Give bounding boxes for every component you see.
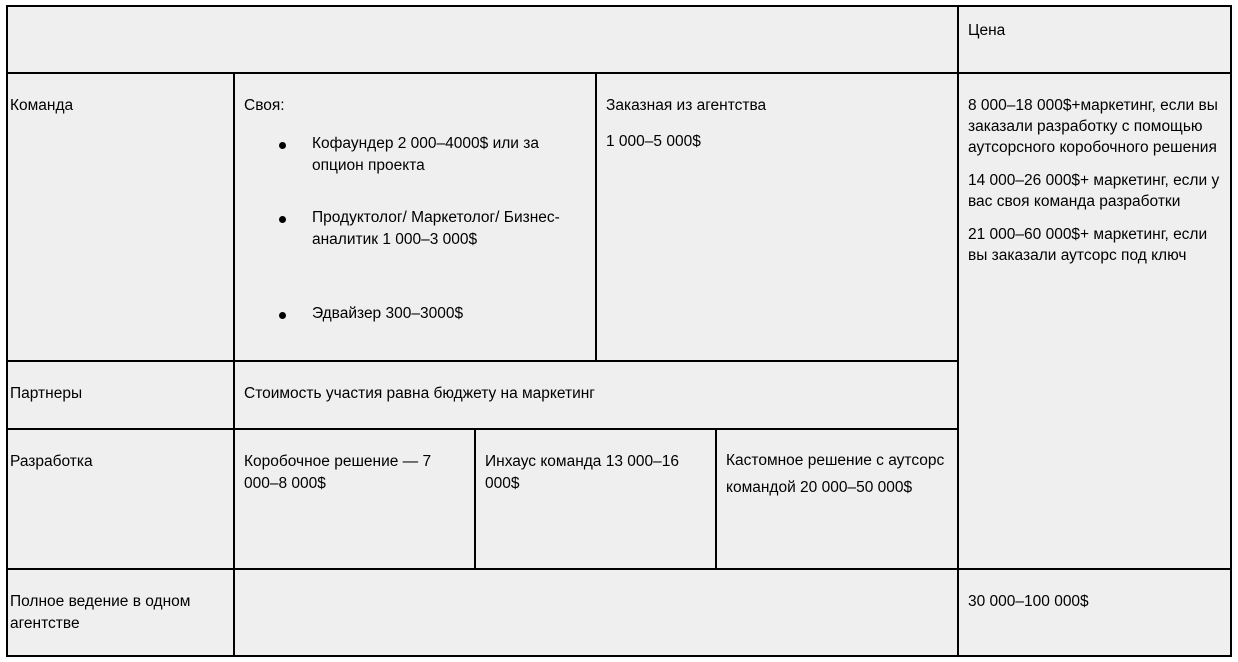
development-boxed: Коробочное решение — 7 000–8 000$ (244, 453, 432, 492)
team-agency-title: Заказная из агентства (606, 97, 767, 114)
row-divider-2 (6, 360, 958, 362)
col-divider-dev-2 (715, 429, 717, 569)
price-item-inhouse: 14 000–26 000$+ маркетинг, если у вас своя команда разработки (968, 172, 1220, 210)
list-item (312, 133, 572, 207)
development-boxed-cell (234, 429, 475, 569)
header-empty-cell (6, 5, 958, 73)
row-divider-1 (6, 72, 1232, 74)
row-divider-3 (6, 428, 958, 430)
development-inhouse: Инхаус команда 13 000–16 000$ (485, 453, 680, 492)
full-service-price-cell (958, 569, 1232, 657)
bullet-icon (279, 312, 286, 319)
team-agency-price: 1 000–5 000$ (606, 133, 701, 150)
own-item-cofounder: Кофаундер 2 000–4000$ или за опцион проекта (312, 135, 539, 174)
full-service-price: 30 000–100 000$ (968, 593, 1089, 610)
partners-label-cell (6, 361, 234, 429)
border-bottom (6, 655, 1232, 657)
development-custom-cell (716, 429, 958, 569)
own-item-product: Продуктолог/ Маркетолог/ Бизнес-аналитик 1 000–3 000$ (312, 209, 560, 248)
team-label: Команда (10, 97, 74, 114)
border-right (1230, 5, 1232, 657)
development-custom: Кастомное решение с аутсорс командой 20 000–50 000$ (726, 452, 945, 496)
partners-label: Партнеры (10, 385, 83, 402)
price-list (968, 95, 1226, 266)
border-top (6, 5, 1232, 7)
bullet-icon (279, 142, 286, 149)
own-item-advisor: Эдвайзер 300–3000$ (312, 305, 464, 322)
row-divider-4 (6, 568, 1232, 570)
pricing-table (6, 5, 1232, 657)
full-service-label: Полное ведение в одном агентстве (10, 593, 191, 632)
price-merged-cell (958, 73, 1232, 569)
partners-text-cell (234, 361, 958, 429)
border-left (6, 5, 8, 657)
col-divider-price (957, 5, 959, 657)
col-divider-dev-1 (474, 429, 476, 569)
header-price-cell (958, 5, 1232, 73)
team-own-title: Своя: (244, 97, 285, 114)
team-label-cell (6, 73, 234, 361)
list-item (312, 207, 572, 303)
bullet-icon (279, 216, 286, 223)
price-item-boxed: 8 000–18 000$+маркетинг, если вы заказали разработку с помощью аутсорсного коробочного решения (968, 97, 1218, 156)
price-column-header: Цена (968, 22, 1006, 39)
full-service-label-cell (6, 569, 234, 657)
development-inhouse-cell (475, 429, 716, 569)
col-divider-label (233, 73, 235, 657)
partners-text: Стоимость участия равна бюджету на маркетинг (244, 385, 595, 402)
development-label-cell (6, 429, 234, 569)
price-item-turnkey: 21 000–60 000$+ маркетинг, если вы заказали аутсорс под ключ (968, 226, 1208, 264)
team-own-list (312, 133, 572, 325)
col-divider-team (595, 73, 597, 361)
team-agency-cell (596, 73, 958, 361)
list-item (312, 303, 572, 325)
full-service-empty-cell (234, 569, 958, 657)
development-label: Разработка (10, 453, 93, 470)
team-own-cell (234, 73, 596, 361)
